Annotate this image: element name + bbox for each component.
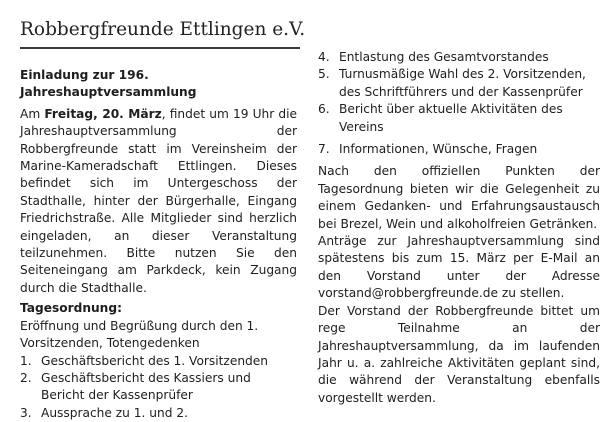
intro-am: Am [20,106,45,121]
agenda-item [20,370,297,405]
agenda-item-text: Entlastung des Gesamtvorstandes [339,50,549,64]
agenda-item-text: Geschäftsbericht des 1. Vorsitzenden [41,353,269,368]
agenda-item [318,49,600,66]
left-column [20,67,297,422]
motions-paragraph: Anträge zur Jahreshauptversammlung sind spätestens bis zum 15. März per E-Mail an den Vorstand unter der Adresse vorstand@robbergfreunde.de zu stellen. [318,234,600,301]
agenda-item-number: 7. [318,142,330,157]
agenda-item-text: Geschäftsbericht des Kassiers und Bericht der Kassenprüfer [41,370,251,403]
intro-rest: , findet um 19 Uhr die Jahreshauptversammlung der Robbergfreunde statt im Vereinsheim der Marine-Kameradschaft Ettlingen. Dieses befindet sich im Untergeschoss der Stadthalle, hinter der Bürgerhalle, Eingang Friedrichstraße. Alle Mitglieder sind herzlich eingeladen, an dieser Veranstaltung teilzunehmen. Bitte nutzen Sie den Seiteneingang am Parkdeck, kein Zugang durch die Stadthalle. [20,106,297,295]
agenda-heading: Tagesordnung: [20,301,122,316]
agenda-item-number: 4. [318,50,330,64]
agenda-item [20,353,297,370]
agenda-item-number: 2. [20,370,32,385]
closing-paragraph: Der Vorstand der Robbergfreunde bittet um rege Teilnahme an der Jahreshauptversammlung, da im laufenden Jahr u. a. zahlreiche Aktivitäten geplant sind, die während der Veranstaltung ebenfalls vorgestellt werden. [318,303,600,405]
agenda-item-number: 6. [318,102,330,117]
agenda-item-number: 1. [20,353,32,368]
exchange-paragraph: Nach den offiziellen Punkten der Tagesordnung bieten wir die Gelegenheit zu einem Gedanken- und Erfahrungsaustausch bei Brezel, Wein und alkoholfreien Getränken. [318,164,600,231]
agenda-item [318,66,600,101]
agenda-item-text: Informationen, Wünsche, Fragen [339,142,538,157]
agenda-item-number: 5. [318,67,330,82]
agenda-item-text: Bericht über aktuelle Aktivitäten des Vereins [339,102,563,134]
intro-paragraph [20,106,297,297]
invite-heading: Einladung zur 196. Jahreshauptversammlung [20,68,197,100]
title-rule [20,47,300,49]
agenda-intro: Eröffnung und Begrüßung durch den 1. Vorsitzenden, Totengedenken [20,318,259,351]
agenda-item-number: 3. [20,405,32,420]
meeting-date: Freitag, 20. März [44,106,162,121]
page-title: Robbergfreunde Ettlingen e.V. [20,19,306,40]
right-column [318,49,600,407]
agenda-item [318,101,600,136]
agenda-item [20,405,297,422]
agenda-item-text: Turnusmäßige Wahl des 2. Vorsitzenden, des Schriftführers und der Kassenprüfer [339,67,586,99]
agenda-item-text: Aussprache zu 1. und 2. [41,405,188,420]
agenda-item [318,141,600,158]
